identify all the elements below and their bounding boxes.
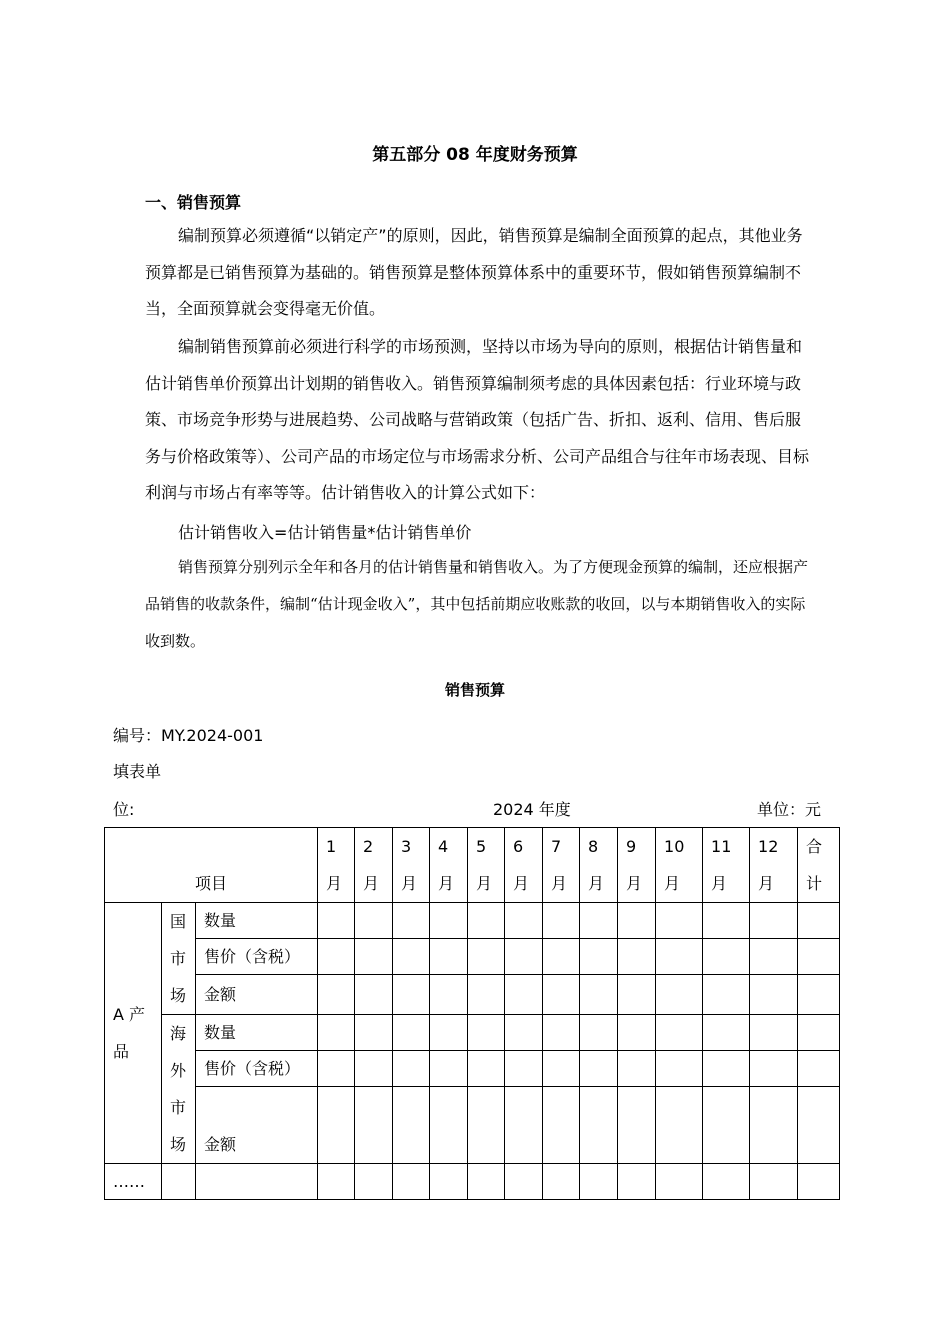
data-cell[interactable] bbox=[318, 939, 355, 975]
data-cell[interactable] bbox=[798, 1051, 840, 1087]
row-label-quantity: 数量 bbox=[196, 903, 318, 939]
table-row bbox=[105, 975, 840, 1015]
data-cell[interactable] bbox=[543, 1164, 580, 1200]
header-row bbox=[105, 828, 840, 903]
data-cell[interactable] bbox=[703, 903, 750, 939]
table-row bbox=[105, 1087, 840, 1164]
month-header bbox=[656, 828, 703, 903]
month-num: 12 bbox=[758, 837, 779, 856]
data-cell[interactable] bbox=[656, 1015, 703, 1051]
data-cell[interactable] bbox=[318, 1087, 355, 1164]
data-cell[interactable] bbox=[505, 1087, 543, 1164]
data-cell[interactable] bbox=[580, 1087, 618, 1164]
data-cell[interactable] bbox=[468, 1087, 505, 1164]
data-cell[interactable] bbox=[750, 975, 798, 1015]
data-cell[interactable] bbox=[703, 1015, 750, 1051]
month-char: 月 bbox=[551, 874, 568, 893]
month-num: 5 bbox=[476, 837, 487, 856]
total-char-1: 合 bbox=[806, 837, 823, 856]
month-char: 月 bbox=[626, 874, 643, 893]
data-cell[interactable] bbox=[318, 1015, 355, 1051]
month-char: 月 bbox=[711, 874, 728, 893]
data-cell[interactable] bbox=[798, 1164, 840, 1200]
month-char: 月 bbox=[664, 874, 681, 893]
domestic-char: 场 bbox=[170, 986, 187, 1005]
data-cell[interactable] bbox=[703, 1051, 750, 1087]
product-label-1: A 产 bbox=[113, 1005, 146, 1024]
doc-number: 编号：MY.2024-001 bbox=[113, 726, 264, 745]
page-title: 第五部分 08 年度财务预算 bbox=[372, 145, 578, 165]
month-num: 7 bbox=[551, 837, 562, 856]
data-cell[interactable] bbox=[543, 1015, 580, 1051]
data-cell[interactable] bbox=[798, 1015, 840, 1051]
month-num: 3 bbox=[401, 837, 412, 856]
total-header bbox=[798, 828, 840, 903]
data-cell[interactable] bbox=[618, 939, 656, 975]
fill-unit-label: 填表单 bbox=[113, 762, 162, 781]
data-cell[interactable] bbox=[656, 1087, 703, 1164]
overseas-char: 市 bbox=[170, 1098, 187, 1117]
table-row bbox=[105, 1164, 840, 1200]
data-cell[interactable] bbox=[430, 1015, 468, 1051]
data-cell[interactable] bbox=[703, 975, 750, 1015]
data-cell[interactable] bbox=[393, 1087, 430, 1164]
month-char: 月 bbox=[438, 874, 455, 893]
data-cell[interactable] bbox=[505, 1164, 543, 1200]
month-char: 月 bbox=[513, 874, 530, 893]
paragraph-1: 编制预算必须遵循“以销定产”的原则，因此，销售预算是编制全面预算的起点，其他业务预算都是已销售预算为基础的。销售预算是整体预算体系中的重要环节，假如销售预算编制不当，全面预算就会变得毫无价值。 bbox=[145, 226, 803, 318]
data-cell[interactable] bbox=[430, 1087, 468, 1164]
data-cell[interactable] bbox=[355, 975, 393, 1015]
month-num: 10 bbox=[664, 837, 685, 856]
data-cell[interactable] bbox=[543, 1087, 580, 1164]
data-cell[interactable] bbox=[393, 903, 430, 939]
data-cell[interactable] bbox=[430, 903, 468, 939]
data-cell[interactable] bbox=[618, 1015, 656, 1051]
data-cell[interactable] bbox=[656, 1051, 703, 1087]
month-header bbox=[750, 828, 798, 903]
data-cell[interactable] bbox=[798, 939, 840, 975]
data-cell[interactable] bbox=[580, 939, 618, 975]
data-cell[interactable] bbox=[430, 1164, 468, 1200]
data-cell[interactable] bbox=[505, 903, 543, 939]
fill-unit-label-2: 位: bbox=[113, 800, 135, 819]
data-cell[interactable] bbox=[750, 1087, 798, 1164]
row-label-amount: 金额 bbox=[196, 975, 318, 1015]
data-cell[interactable] bbox=[355, 1051, 393, 1087]
overseas-char: 场 bbox=[170, 1135, 187, 1154]
month-header bbox=[543, 828, 580, 903]
ellipsis-cell: …… bbox=[105, 1164, 162, 1200]
data-cell[interactable] bbox=[750, 903, 798, 939]
data-cell[interactable] bbox=[318, 1051, 355, 1087]
month-header bbox=[318, 828, 355, 903]
data-cell[interactable] bbox=[618, 1051, 656, 1087]
data-cell[interactable] bbox=[355, 939, 393, 975]
data-cell[interactable] bbox=[318, 975, 355, 1015]
data-cell[interactable] bbox=[580, 1015, 618, 1051]
data-cell[interactable] bbox=[543, 939, 580, 975]
product-label-2: 品 bbox=[113, 1042, 130, 1061]
total-char-2: 计 bbox=[806, 874, 823, 893]
data-cell[interactable] bbox=[656, 975, 703, 1015]
data-cell[interactable] bbox=[618, 1087, 656, 1164]
data-cell[interactable] bbox=[318, 1164, 355, 1200]
data-cell[interactable] bbox=[468, 1051, 505, 1087]
data-cell[interactable] bbox=[543, 903, 580, 939]
table-row bbox=[105, 939, 840, 975]
product-cell bbox=[105, 903, 162, 1164]
month-header bbox=[580, 828, 618, 903]
formula: 估计销售收入=估计销售量*估计销售单价 bbox=[178, 523, 472, 542]
data-cell[interactable] bbox=[393, 1015, 430, 1051]
data-cell[interactable] bbox=[318, 903, 355, 939]
month-char: 月 bbox=[401, 874, 418, 893]
budget-year: 2024 年度 bbox=[493, 800, 571, 819]
data-cell[interactable] bbox=[430, 939, 468, 975]
paragraph-3: 销售预算分别列示全年和各月的估计销售量和销售收入。为了方便现金预算的编制，还应根据产品销售的收款条件，编制“估计现金收入”，其中包括前期应收账款的收回，以与本期销售收入的实际收到数。 bbox=[145, 558, 809, 650]
data-cell[interactable] bbox=[798, 903, 840, 939]
data-cell[interactable] bbox=[750, 1015, 798, 1051]
data-cell[interactable] bbox=[750, 939, 798, 975]
month-num: 4 bbox=[438, 837, 449, 856]
data-cell[interactable] bbox=[656, 903, 703, 939]
data-cell[interactable] bbox=[505, 1051, 543, 1087]
data-cell[interactable] bbox=[505, 939, 543, 975]
month-header bbox=[468, 828, 505, 903]
data-cell[interactable] bbox=[430, 975, 468, 1015]
row-label-amount: 金额 bbox=[196, 1087, 318, 1164]
data-cell[interactable] bbox=[430, 1051, 468, 1087]
data-cell[interactable] bbox=[656, 939, 703, 975]
data-cell[interactable] bbox=[393, 975, 430, 1015]
data-cell[interactable] bbox=[580, 975, 618, 1015]
data-cell[interactable] bbox=[798, 975, 840, 1015]
month-char: 月 bbox=[758, 874, 775, 893]
data-cell[interactable] bbox=[393, 1164, 430, 1200]
data-cell[interactable] bbox=[798, 1087, 840, 1164]
domestic-char: 国 bbox=[170, 912, 187, 931]
currency-unit: 单位：元 bbox=[757, 800, 822, 819]
month-num: 6 bbox=[513, 837, 524, 856]
month-num: 1 bbox=[326, 837, 337, 856]
data-cell[interactable] bbox=[468, 1164, 505, 1200]
data-cell[interactable] bbox=[468, 939, 505, 975]
data-cell[interactable] bbox=[355, 903, 393, 939]
domestic-char: 市 bbox=[170, 949, 187, 968]
month-header bbox=[355, 828, 393, 903]
month-header bbox=[505, 828, 543, 903]
month-num: 9 bbox=[626, 837, 637, 856]
data-cell[interactable] bbox=[355, 1087, 393, 1164]
month-header bbox=[703, 828, 750, 903]
data-cell[interactable] bbox=[162, 1164, 196, 1200]
overseas-char: 海 bbox=[170, 1024, 187, 1043]
data-cell[interactable] bbox=[543, 1051, 580, 1087]
data-cell[interactable] bbox=[393, 939, 430, 975]
data-cell[interactable] bbox=[618, 903, 656, 939]
data-cell[interactable] bbox=[468, 1015, 505, 1051]
data-cell[interactable] bbox=[703, 1087, 750, 1164]
data-cell[interactable] bbox=[196, 1164, 318, 1200]
data-cell[interactable] bbox=[656, 1164, 703, 1200]
table-row bbox=[105, 1015, 840, 1051]
row-label-price: 售价（含税） bbox=[196, 939, 318, 975]
data-cell[interactable] bbox=[543, 975, 580, 1015]
paragraph-2: 编制销售预算前必须进行科学的市场预测，坚持以市场为导向的原则，根据估计销售量和估计销售单价预算出计划期的销售收入。销售预算编制须考虑的具体因素包括：行业环境与政策、市场竞争形势与进展趋势、公司战略与营销政策（包括广告、折扣、返利、信用、售后服务与价格政策等）、公司产品的市场定位与市场需求分析、公司产品组合与往年市场表现、目标利润与市场占有率等等。估计销售收入的计算公式如下： bbox=[145, 337, 810, 502]
month-char: 月 bbox=[476, 874, 493, 893]
month-char: 月 bbox=[363, 874, 380, 893]
domestic-market-cell bbox=[162, 903, 196, 1015]
overseas-market-cell bbox=[162, 1015, 196, 1164]
data-cell[interactable] bbox=[580, 903, 618, 939]
data-cell[interactable] bbox=[618, 1164, 656, 1200]
data-cell[interactable] bbox=[468, 975, 505, 1015]
data-cell[interactable] bbox=[355, 1015, 393, 1051]
month-header bbox=[430, 828, 468, 903]
data-cell[interactable] bbox=[355, 1164, 393, 1200]
data-cell[interactable] bbox=[703, 939, 750, 975]
data-cell[interactable] bbox=[750, 1051, 798, 1087]
row-label-price: 售价（含税） bbox=[196, 1051, 318, 1087]
data-cell[interactable] bbox=[505, 1015, 543, 1051]
data-cell[interactable] bbox=[750, 1164, 798, 1200]
data-cell[interactable] bbox=[618, 975, 656, 1015]
month-header bbox=[618, 828, 656, 903]
month-num: 8 bbox=[588, 837, 599, 856]
section-heading: 一、销售预算 bbox=[145, 193, 242, 212]
data-cell[interactable] bbox=[703, 1164, 750, 1200]
month-char: 月 bbox=[326, 874, 343, 893]
data-cell[interactable] bbox=[468, 903, 505, 939]
data-cell[interactable] bbox=[580, 1051, 618, 1087]
table-row bbox=[105, 903, 840, 939]
overseas-char: 外 bbox=[170, 1061, 187, 1080]
item-header: 项目 bbox=[105, 828, 318, 903]
data-cell[interactable] bbox=[580, 1164, 618, 1200]
data-cell[interactable] bbox=[505, 975, 543, 1015]
month-header bbox=[393, 828, 430, 903]
month-num: 2 bbox=[363, 837, 374, 856]
data-cell[interactable] bbox=[393, 1051, 430, 1087]
table-row bbox=[105, 1051, 840, 1087]
table-title: 销售预算 bbox=[444, 681, 505, 699]
row-label-quantity: 数量 bbox=[196, 1015, 318, 1051]
sales-budget-table bbox=[104, 827, 840, 1200]
month-char: 月 bbox=[588, 874, 605, 893]
month-num: 11 bbox=[711, 837, 732, 856]
